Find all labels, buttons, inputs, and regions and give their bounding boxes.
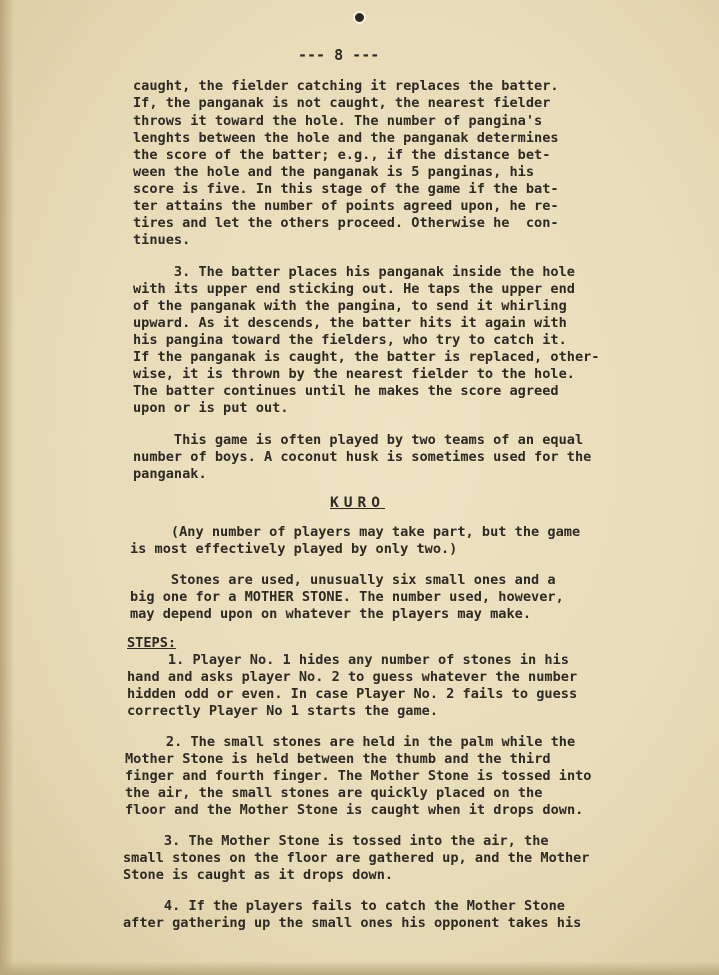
text-line: of the panganak with the pangina, to send it whirling — [133, 298, 567, 314]
text-line: Mother Stone is held between the thumb and the third — [125, 751, 551, 767]
binder-hole — [353, 11, 366, 24]
text-line: If the panganak is caught, the batter is replaced, other- — [133, 349, 600, 365]
text-line: score is five. In this stage of the game if the bat- — [133, 181, 559, 197]
text-line: upward. As it descends, the batter hits it again with — [133, 315, 567, 331]
text-line: 1. Player No. 1 hides any number of stones in his — [127, 652, 569, 668]
text-line: caught, the fielder catching it replaces the batter. — [133, 78, 559, 94]
text-line: number of boys. A coconut husk is sometimes used for the — [133, 449, 592, 465]
text-line: is most effectively played by only two.) — [130, 541, 458, 557]
text-line: correctly Player No 1 starts the game. — [127, 703, 438, 719]
text-line: Stone is caught as it drops down. — [123, 867, 394, 883]
page-bottom-edge — [0, 961, 719, 975]
text-line: wise, it is thrown by the nearest fielder to the hole. — [133, 366, 575, 382]
text-line: 3. The Mother Stone is tossed into the air, the — [123, 833, 549, 849]
text-line: floor and the Mother Stone is caught when it drops down. — [125, 802, 584, 818]
text-line: hand and asks player No. 2 to guess whatever the number — [127, 669, 578, 685]
text-line: hidden odd or even. In case Player No. 2 fails to guess — [127, 686, 578, 702]
text-line: ter attains the number of points agreed upon, he re- — [133, 198, 559, 214]
text-line: after gathering up the small ones his opponent takes his — [123, 915, 582, 931]
text-line: the air, the small stones are quickly placed on the — [125, 785, 543, 801]
text-line: 2. The small stones are held in the palm while the — [125, 734, 576, 750]
text-line: (Any number of players may take part, but the game — [130, 524, 581, 540]
text-line: big one for a MOTHER STONE. The number used, however, — [130, 589, 564, 605]
section-heading: KURO — [330, 495, 385, 511]
text-line: This game is often played by two teams of an equal — [133, 432, 584, 448]
text-line: throws it toward the hole. The number of pangina's — [133, 113, 543, 129]
text-line: lenghts between the hole and the panganak determines — [133, 130, 559, 146]
page-edge-shadow — [0, 0, 14, 975]
text-line: small stones on the floor are gathered up, and the Mother — [123, 850, 590, 866]
text-line: tinues. — [133, 232, 191, 248]
text-line: upon or is put out. — [133, 400, 289, 416]
text-line: ween the hole and the panganak is 5 panginas, his — [133, 164, 535, 180]
page-number: --- 8 --- — [298, 46, 380, 64]
text-line: 4. If the players fails to catch the Mother Stone — [123, 898, 565, 914]
text-line: may depend upon on whatever the players may make. — [130, 606, 532, 622]
text-line: Stones are used, unusually six small ones and a — [130, 572, 556, 588]
text-line: The batter continues until he makes the score agreed — [133, 383, 559, 399]
text-line: panganak. — [133, 466, 207, 482]
text-line: the score of the batter; e.g., if the distance bet- — [133, 147, 551, 163]
text-line: tires and let the others proceed. Otherwise he con- — [133, 215, 559, 231]
text-line: If, the panganak is not caught, the nearest fielder — [133, 95, 551, 111]
text-line: finger and fourth finger. The Mother Stone is tossed into — [125, 768, 592, 784]
text-line: his pangina toward the fielders, who try to catch it. — [133, 332, 567, 348]
text-line: with its upper end sticking out. He taps the upper end — [133, 281, 575, 297]
steps-heading: STEPS: — [127, 635, 177, 651]
text-line: 3. The batter places his panganak inside the hole — [133, 264, 575, 280]
